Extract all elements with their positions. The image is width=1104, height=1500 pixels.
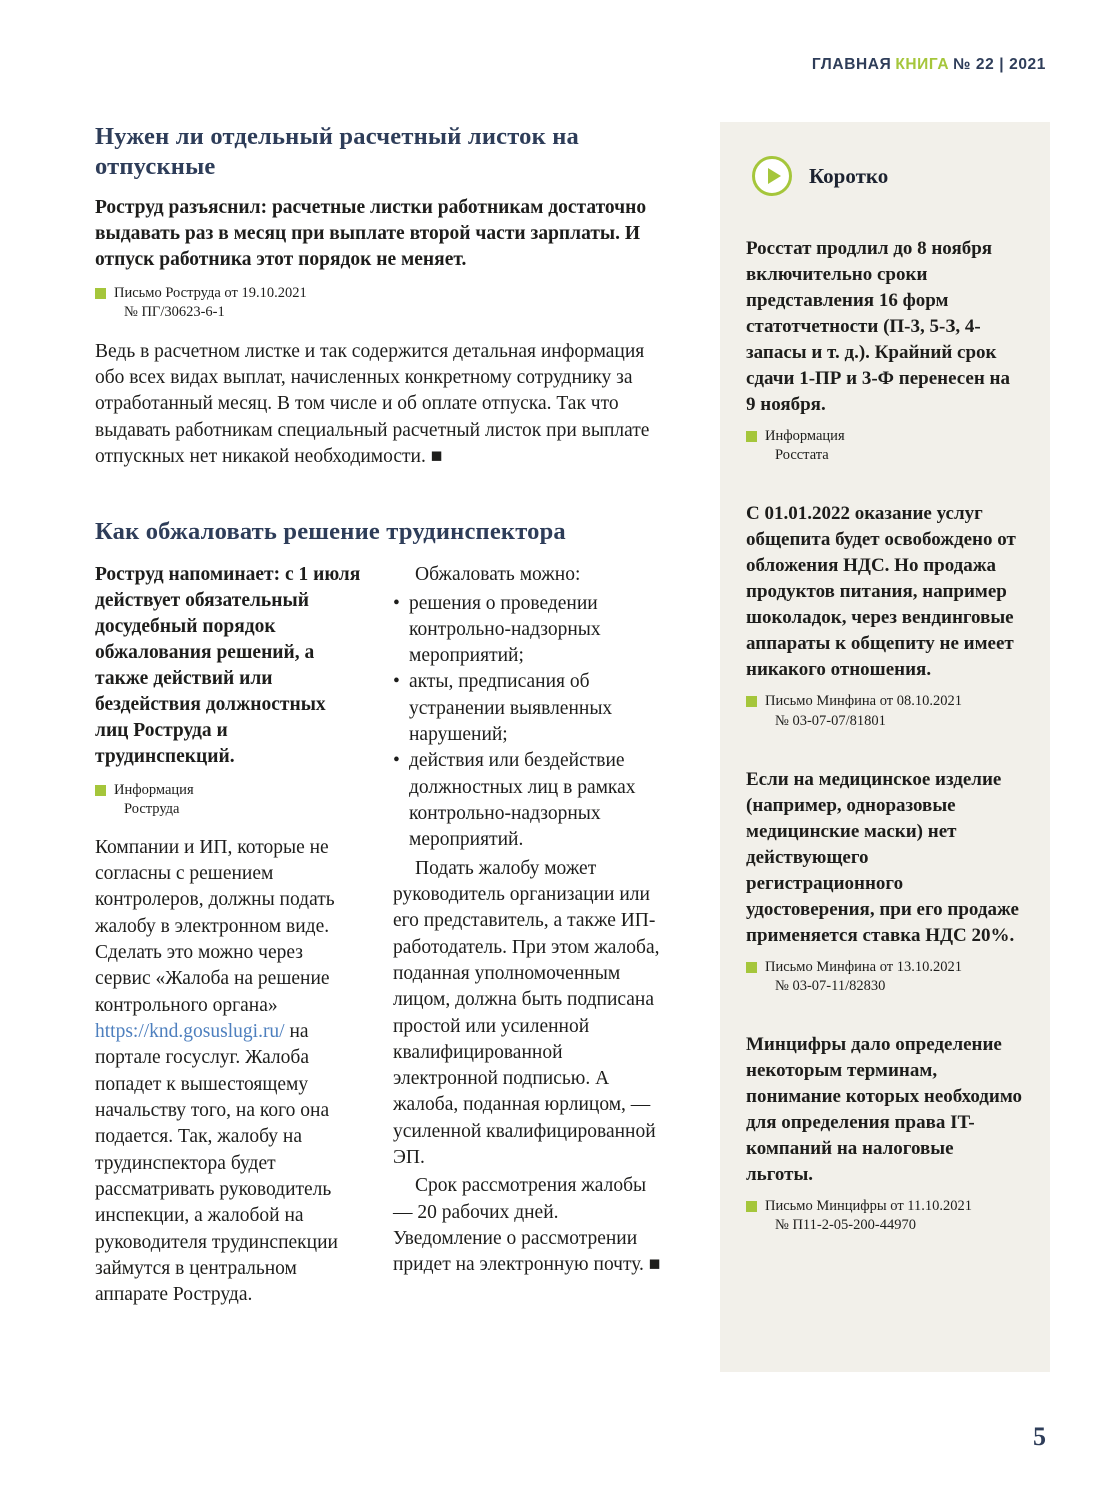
source-text (765, 958, 962, 996)
page-number: 5 (1033, 1422, 1046, 1451)
article-appeal (95, 517, 661, 1308)
news-text: Если на медицинское изделие (например, одноразовые медицинские маски) нет действующего регистрационного удостоверения, при его продаже применяется ставка НДС 20%. (746, 768, 1019, 946)
bullet-list (393, 591, 661, 854)
article-column-left (95, 562, 363, 1308)
source-reference (746, 1197, 1024, 1235)
green-square-icon (746, 962, 757, 973)
news-item (746, 501, 1024, 730)
list-item-text: акты, предписания об устранении выявленных нарушений; (409, 671, 613, 746)
news-item (746, 1032, 1024, 1235)
source-line2: № 03-07-07/81801 (775, 712, 886, 729)
news-item (746, 236, 1024, 465)
bullet-icon: • (393, 750, 400, 772)
article-columns (95, 562, 661, 1308)
news-text: С 01.01.2022 оказание услуг общепита будет освобождено от обложения НДС. Но продажа продуктов питания, например шоколадок, через вендинговые аппараты к общепиту не имеет никакого отношения. (746, 503, 1016, 681)
article-lead: Роструд разъяснил: расчетные листки работникам достаточно выдавать раз в месяц при выплате второй части зарплаты. И отпуск работника этот порядок не меняет. (95, 196, 647, 270)
magazine-name-accent: КНИГА (895, 56, 950, 73)
issue-number: № 22 | 2021 (953, 56, 1046, 73)
main-column (95, 122, 661, 1308)
source-line1: Информация (114, 781, 194, 798)
list-item-text: решения о проведении контрольно-надзорных мероприятий; (409, 592, 601, 667)
article-column-right (393, 562, 661, 1308)
source-line1: Письмо Минфина от 13.10.2021 (765, 958, 962, 975)
source-line1: Информация (765, 428, 845, 445)
source-line2: Росстата (775, 447, 829, 464)
source-text (765, 692, 962, 730)
gosuslugi-link[interactable]: https://knd.gosuslugi.ru/ (95, 1021, 285, 1043)
news-item (746, 767, 1024, 996)
source-reference (746, 427, 1024, 465)
article-paragraph: Срок рассмотрения жалобы — 20 рабочих дней. Уведомление о рассмотрении придет на электронную почту. ■ (393, 1175, 661, 1276)
source-text (114, 781, 194, 819)
bullet-list-intro: Обжаловать можно: (415, 564, 581, 586)
bullet-icon: • (393, 592, 400, 614)
body-text-before-link: Компании и ИП, которые не согласны с решением контролеров, должны подать жалобу в электронном виде. Сделать это можно через сервис «Жалоба на решение контрольного органа» (95, 836, 335, 1016)
article-body (95, 835, 363, 1309)
body-text-after-link: на портале госуслуг. Жалоба попадет к вышестоящему начальству того, на кого она подается. Так, жалобу на трудинспектора будет рассматривать руководитель инспекции, а жалобой на руководителя трудинспекции займутся в центральном аппарате Роструда. (95, 1021, 338, 1306)
article-lead: Роструд напоминает: с 1 июля действует обязательный досудебный порядок обжалования решений, а также действий или бездействия должностных лиц Роструда и трудинспекций. (95, 564, 361, 767)
source-text (114, 284, 307, 322)
source-reference (95, 284, 661, 322)
green-square-icon (746, 696, 757, 707)
source-line2: Роструда (124, 800, 180, 817)
source-reference (95, 781, 363, 819)
list-item (393, 591, 661, 670)
green-square-icon (95, 288, 106, 299)
source-line1: Письмо Минцифры от 11.10.2021 (765, 1198, 973, 1215)
green-square-icon (746, 1201, 757, 1212)
list-item-text: действия или бездействие должностных лиц в рамках контрольно-надзорных мероприятий. (409, 750, 636, 851)
sidebar-title: Коротко (809, 163, 889, 188)
news-text: Минцифры дало определение некоторым терминам, понимание которых необходимо для определения права IT-компаний на налоговые льготы. (746, 1034, 1023, 1186)
bullet-icon: • (393, 671, 400, 693)
source-reference (746, 958, 1024, 996)
source-line2: № 03-07-11/82830 (775, 977, 886, 994)
play-icon (752, 156, 792, 196)
article-body: Ведь в расчетном листке и так содержится детальная информация обо всех видах выплат, начисленных конкретному сотруднику за отработанный месяц. В том числе и об оплате отпуска. Так что выдавать работникам специальный расчетный листок при выплате отпускных нет никакой необходимости. ■ (95, 340, 650, 468)
news-text: Росстат продлил до 8 ноября включительно сроки представления 16 форм статотчетности (П-3, 5-З, 4-запасы и т. д.). Крайний срок сдачи 1-ПР и 3-Ф перенесен на 9 ноября. (746, 238, 1010, 416)
play-triangle-icon (768, 168, 781, 184)
source-line1: Письмо Минфина от 08.10.2021 (765, 693, 962, 710)
article-paragraph: Подать жалобу может руководитель организации или его представитель, а также ИП-работодатель. При этом жалоба, поданная уполномоченным лицом, должна быть подписана простой или усиленной квалифицированной электронной подписью. А жалоба, поданная юрлицом, — усиленной квалифицированной ЭП. (393, 857, 660, 1169)
green-square-icon (746, 431, 757, 442)
source-line1: Письмо Роструда от 19.10.2021 (114, 284, 307, 301)
magazine-name-main: ГЛАВНАЯ (811, 56, 892, 73)
list-item (393, 669, 661, 748)
source-line2: № ПГ/30623-6-1 (124, 303, 225, 320)
source-reference (746, 692, 1024, 730)
green-square-icon (95, 785, 106, 796)
source-line2: № П11-2-05-200-44970 (775, 1217, 916, 1234)
article-title: Нужен ли отдельный расчетный листок на отпускные (95, 123, 579, 180)
list-item (393, 748, 661, 853)
korotko-sidebar (720, 122, 1050, 1372)
source-text (765, 427, 845, 465)
source-text (765, 1197, 972, 1235)
masthead (808, 56, 1046, 74)
sidebar-header (746, 156, 1024, 196)
article-title: Как обжаловать решение трудинспектора (95, 518, 566, 546)
article-payslip (95, 122, 661, 470)
